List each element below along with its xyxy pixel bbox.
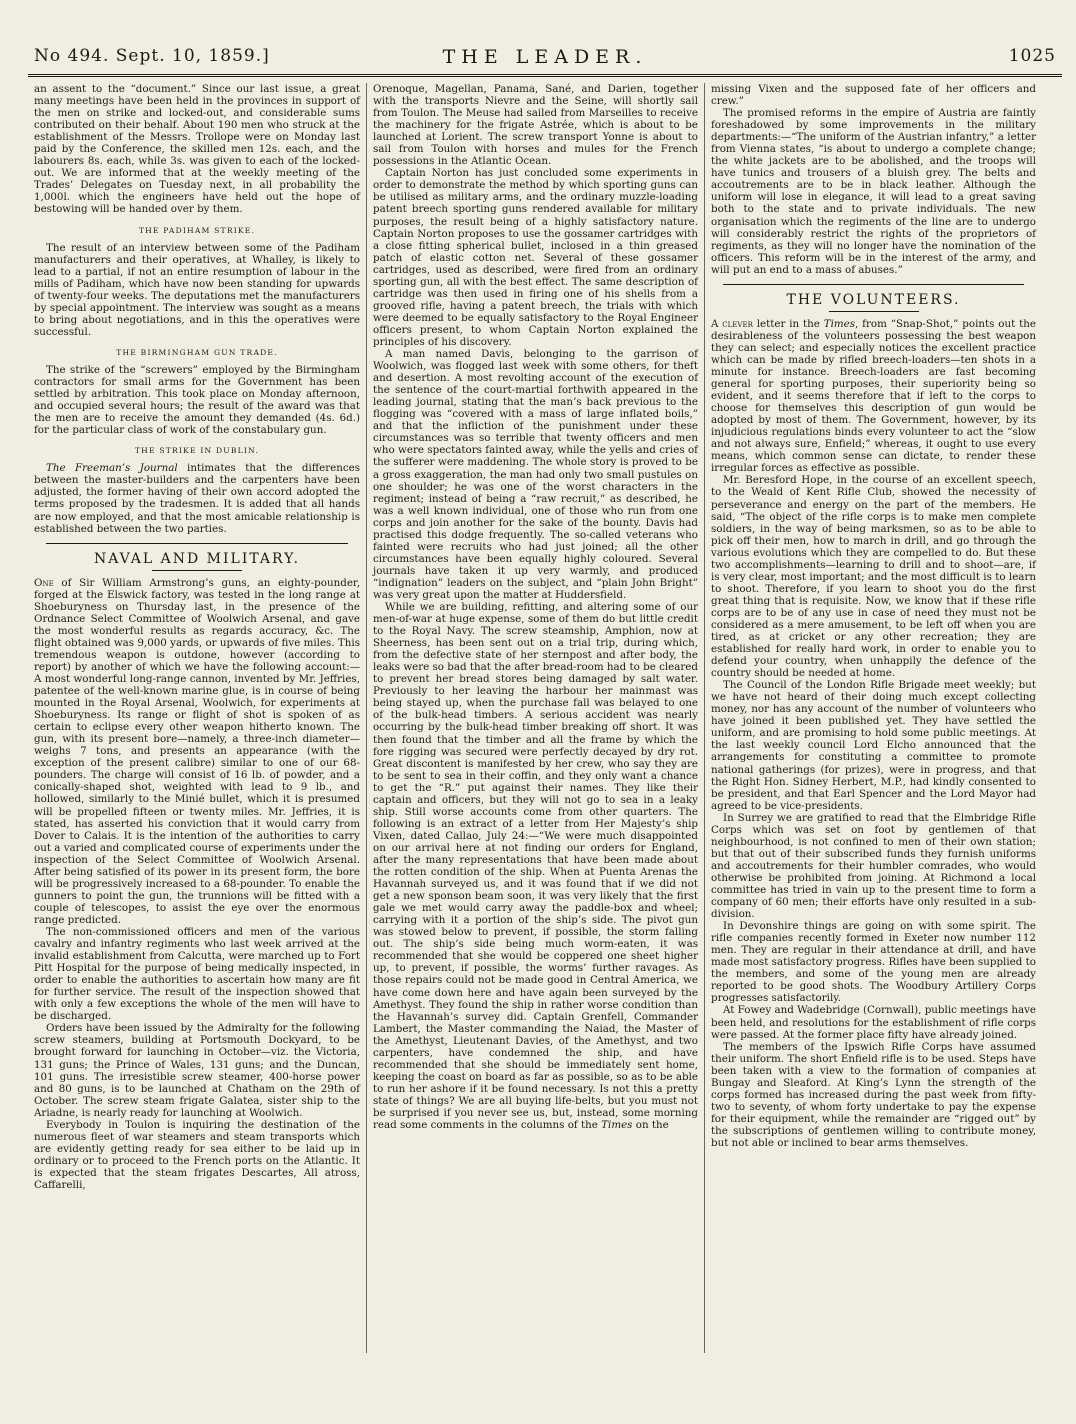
page-number: 1025: [1008, 46, 1056, 66]
paragraph: [711, 318, 1036, 475]
paragraph: The members of the Ipswich Rifle Corps have assumed their uniform. The short Enfield rifle is to be used. Steps have been taken with a view to the formation of companies at Bungay and Sleaford. At King’s Lynn the strength of the corps formed has increased during the past week from fifty-two to seventy, of whom forty undertake to pay the expense for their equipment, while the remainder are “rigged out” by the subscriptions of gentlemen willing to contribute money, but not able or inclined to bear arms themselves.: [711, 1040, 1036, 1149]
section-divider: [46, 543, 348, 544]
paragraph: Captain Norton has just concluded some experiments in order to demonstrate the method by which sporting guns can be utilised as military arms, and the ordinary muzzle-loading patent breech sporting guns rendered available for military purposes, the result being of a highly satisfactory nature. Captain Norton proposes to use the gossamer cartridges with a close fitting spherical bullet, inclosed in a thin greased patch of elastic cotton net. Several of these gossamer cartridges, used as described, were fired from an ordinary sporting gun, all with the best effect. The same description of cartridge was then used in firing one of his shells from a grooved rifle, having a patent breech, the trials with which were deemed to be equally satisfactory to the Royal Engineer officers present, to whom Captain Norton explained the principles of his discovery.: [373, 167, 698, 348]
heading-rule: [152, 570, 242, 571]
paragraph: At Fowey and Wadebridge (Cornwall), public meetings have been held, and resolutions for the establishment of rifle corps were passed. At the former place fifty have already joined.: [711, 1004, 1036, 1041]
lead-word: A clever: [711, 317, 753, 330]
paragraph: The Council of the London Rifle Brigade meet weekly; but we have not heard of their doing much except collecting money, nor has any account of the number of volunteers who have joined it been published yet. They have settled the uniform, and are promising to hold some public meetings. At the last weekly council Lord Elcho announced that the arrangements for constituting a committee to promote national gatherings (for prizes), were in progress, and that the Right Hon. Sidney Herbert, M.P., had kindly consented to be president, and that Earl Spencer and the Lord Mayor had agreed to be vice-presidents.: [711, 679, 1036, 812]
issue-date: No 494. Sept. 10, 1859.]: [34, 46, 270, 66]
paragraph: missing Vixen and the supposed fate of her officers and crew.”: [711, 83, 1036, 108]
subheading-birmingham-gun-trade: THE BIRMINGHAM GUN TRADE.: [116, 347, 278, 357]
paragraph: [34, 462, 360, 534]
column-3: [704, 83, 1042, 1353]
section-heading-naval-military: NAVAL AND MILITARY.: [93, 550, 301, 567]
column-2: [366, 83, 704, 1353]
journal-name: Times: [823, 317, 856, 330]
paragraph-text: , from “Snap-Shot,” points out the desirableness of the volunteers possessing the best weapon they can select; and especially notices the excellent practice which can be made by rifled breech-loaders—ten shots in a minute for instance. Breech-loaders are fast becoming general for sporting purposes, their superiority being so evident, and it seems therefore that if left to the corps to choose for themselves this description of gun would be adopted by most of them. The Government, however, by its injudicious regulations binds every volunteer to act the “slow and not always sure, Enfield;” whereas, it ought to use every means, which common sense can dictate, to render these irregular forces as effective as possible.: [711, 317, 1036, 475]
heading-rule: [829, 311, 919, 312]
paragraph-text: on the: [632, 1119, 669, 1132]
section-heading-volunteers: THE VOLUNTEERS.: [786, 291, 961, 308]
paragraph: The promised reforms in the empire of Austria are faintly foreshadowed by some improvements in the military departments:—“The uniform of the Austrian infantry,” a letter from Vienna states, “is about to undergo a complete change; the white jackets are to be abolished, and the troops will have tunics and trousers of a bluish grey. The belts and accoutrements are to be in black leather. Although the uniform will lose in elegance, it will lead to a great saving both to the state and to private individuals. The new organisation which the regiments of the line are to undergo will considerably restrict the rights of the proprietors of regiments, as they will no longer have the nomination of the officers. This reform will be in the interest of the army, and will put an end to a mass of abuses.”: [711, 107, 1036, 276]
paragraph-text: of Sir William Armstrong’s guns, an eighty-pounder, forged at the Elswick factory, was tested in the long range at Shoeburyness on Thursday last, in the presence of the Ordnance Select Committee of Woolwich Arsenal, and gave the most wonderful results as regards accuracy, &c. The flight obtained was 9,000 yards, or upwards of five miles. This tremendous weapon is outdone, however (according to report) by another of which we have the following account:—A most wonderful long-range cannon, invented by Mr. Jeffries, patentee of the well-known marine glue, is in course of being mounted in the Royal Arsenal, Woolwich, for experiments at Shoeburyness. Its range or flight of shot is spoken of as certain to eclipse every other weapon hitherto known. The gun, with its present bore—namely, a three-inch diameter—weighs 7 tons, and presents an appearance (with the exception of the present calibre) similar to one of our 68-pounders. The charge will consist of 16 lb. of powder, and a conically-shaped shot, weighted with lead to 9 lb., and hollowed, similarly to the Minié bullet, which it is presumed will be propelled fifteen or twenty miles. Mr. Jeffries, it is stated, has asserted his conviction that it would carry from Dover to Calais. It is the intention of the authorities to carry out a varied and complicated course of experiments under the inspection of the Select Committee of Woolwich Arsenal. After being satisfied of its power in its present form, the bore will be progressively increased to a 68-pounder. To enable the gunners to point the gun, the trunnions will be fitted with a couple of telescopes, to assist the eye over the enormous range predicted.: [34, 576, 360, 926]
paragraph: Everybody in Toulon is inquiring the destination of the numerous fleet of war steamers and steam transports which are evidently getting ready for sea either to be laid up in ordinary or to proceed to the French ports on the Atlantic. It is expected that the steam frigates Descartes, All atross, Caffarelli,: [34, 1118, 360, 1191]
paragraph-text: intimates that the differences between the master-builders and the carpenters have been adjusted, the former having of their own accord adopted the terms proposed by the tradesmen. It is added that all hands are now employed, and that the most amicable relationship is established between the two parties.: [34, 462, 360, 535]
paragraph: Orders have been issued by the Admiralty for the following screw steamers, building at Portsmouth Dockyard, to be brought forward for launching in October—viz. the Victoria, 131 guns; the Prince of Wales, 131 guns; and the Duncan, 101 guns. The irresistible screw steamer, 400-horse power and 80 guns, is to be launched at Chatham on the 29th of October. The screw steam frigate Galatea, sister ship to the Ariadne, is nearly ready for launching at Woolwich.: [34, 1022, 360, 1119]
paragraph: The strike of the “screwers” employed by the Birmingham contractors for small arms for the Government has been settled by arbitration. This took place on Monday afternoon, and occupied several hours; the result of the award was that the men are to receive the amount they demanded (4s. 6d.) for the particular class of work of the constabulary gun.: [34, 363, 360, 437]
paragraph: A man named Davis, belonging to the garrison of Woolwich, was flogged last week with some others, for theft and desertion. A most revolting account of the execution of the sentence of the court-martial forthwith appeared in the leading journal, stating that the man’s back previous to the flogging was “covered with a mass of large inflated boils,” and that the infliction of the punishment under these circumstances was so terrible that twenty officers and men who were spectators fainted away, while the yells and cries of the sufferer were maddening. The whole story is proved to be a gross exaggeration, the man had only two small pustules on one shoulder; he was one of the worst characters in the regiment; instead of being a “raw recruit,” as described, he was a well known individual, one of those who run from one corps and join another for the sake of the bounty. Davis had practised this dodge frequently. The so-called veterans who fainted were recruits who had just joined; all the other circumstances have been equally highly coloured. Several journals have taken it up very warmly, and produced “indignation” leaders on the subject, and “plain John Bright” was very great upon the matter at Huddersfield.: [373, 348, 698, 601]
paragraph: The non-commissioned officers and men of the various cavalry and infantry regiments who last week arrived at the invalid establishment from Calcutta, were marched up to Fort Pitt Hospital for the purpose of being medically inspected, in order to enable the authorities to ascertain how many are fit for further service. The result of the inspection showed that with only a few exceptions the whole of the men will have to be discharged.: [34, 926, 360, 1023]
newspaper-page: [0, 40, 1076, 1424]
paragraph-text: letter in the: [752, 317, 824, 330]
page-header: [28, 40, 1062, 77]
text-columns: [28, 83, 1062, 1353]
paragraph: an assent to the “document.” Since our last issue, a great many meetings have been held in the provinces in support of the men on strike and locked-out, and considerable sums contributed on their behalf. About 190 men who struck at the establishment of the Messrs. Trollope were on Monday last paid by the Conference, the skilled men 12s. each, and the labourers 8s. each, while 3s. was given to each of the locked-out. We are informed that at the weekly meeting of the Trades’ Delegates on Tuesday next, in all probability the 1,000l. which the engineers have held out the hope of bestowing will be handed over by them.: [34, 83, 360, 216]
paragraph: The result of an interview between some of the Padiham manufacturers and their operatives, at Whalley, is likely to lead to a partial, if not an entire resumption of labour in the mills of Padiham, which have now been standing for upwards of twenty-four weeks. The deputations met the manufacturers by special appointment. The interview was sought as a means to bring about negotiations, and in this the operatives were successful.: [34, 241, 360, 338]
journal-name: The Freeman’s Journal: [46, 462, 178, 475]
lead-word: One: [34, 576, 54, 589]
paragraph: Mr. Beresford Hope, in the course of an excellent speech, to the Weald of Kent Rifle Club, showed the necessity of perseverance and energy on the part of the members. He said, “The object of the rifle corps is to make men complete soldiers, in the way of being marksmen, so as to be able to pick off their men, how to march in drill, and go through the various evolutions which they are compelled to do. But these two accomplishments—learning to drill and to shoot—are, if is very clear, most important; and the most difficult is to learn to shoot. Therefore, if you learn to shoot you do the first great thing that is requisite. Now, we know that if these rifle corps are to be of any use in case of need they must not be considered as a mere amusement, to be left off when you are tired, as at cricket or any other recreation; they are established for really hard work, in order to enable you to defend your country, when unhappily the defence of the country should be needed at home.: [711, 474, 1036, 680]
journal-name: Times: [601, 1119, 633, 1132]
paragraph-text: While we are building, refitting, and altering some of our men-of-war at huge expense, some of them do but little credit to the Royal Navy. The screw steamship, Amphion, now at Sheerness, has been sent out on a trial trip, during which, from the defective state of her sternpost and after body, the leaks were so bad that the after bread-room had to be cleared to prevent her bread stores being damaged by salt water. Previously to her leaving the harbour her mainmast was being stayed up, when the purchase fall was belayed to one of the bulk-head timbers. A serious accident was nearly occurring by the bulk-head timber breaking off short. It was then found that the timber and all the frame by which the fore rigging was secured were perfectly decayed by dry rot. Great discontent is manifested by her crew, who say they are to be sent to sea in their coffin, and they only want a chance to get the “R.” put against their names. They like their captain and officers, but they will not go to sea in a leaky ship. Still worse accounts come from other quarters. The following is an extract of a letter from Her Majesty’s ship Vixen, dated Callao, July 24:—“We were much disappointed on our arrival here at not finding our orders for England, after the many representations that have been made about the rotten condition of the ship. When at Puenta Arenas the Havannah surveyed us, and it was found that if we did not get a new sponson beam soon, it was very likely that the first gale we met would carry away the paddle-box and wheel; carrying with it a portion of the ship’s side. The pivot gun was stowed below to prevent, if possible, the storm falling out. The ship’s side being much worm-eaten, it was recommended that she would be coppered one sheet higher up, to prevent, if possible, the worms’ further ravages. As those repairs could not be made good in Central America, we have come down here and have again been surveyed by the Amethyst. They found the ship in rather worse condition than the Havannah’s survey did. Captain Grenfell, Commander Lambert, the Master commanding the Naiad, the Master of the Amethyst, Lieutenant Davies, of the Amethyst, and two carpenters, have condemned the ship, and have recommended that she should be immediately sent home, keeping the coast on board as far as possible, so as to be able to run her ashore if it be found necessary. Is not this a pretty state of things? We are all buying life-belts, but you must not be surprised if you never see us, but, instead, some morning read some comments in the columns of the: [373, 601, 698, 1132]
subheading-padiham-strike: THE PADIHAM STRIKE.: [138, 225, 256, 235]
subheading-strike-in-dublin: THE STRIKE IN DUBLIN.: [134, 446, 260, 456]
paragraph: In Surrey we are gratified to read that the Elmbridge Rifle Corps which was set on foot by gentlemen of that neighbourhood, is not confined to men of their own station; but that out of their subscribed funds they furnish uniforms and accoutrements for their humbler comrades, who would otherwise be prohibited from joining. At Richmond a local committee has tried in vain up to the present time to form a company of 60 men; their efforts have only resulted in a sub-division.: [711, 811, 1036, 921]
section-divider: [723, 284, 1024, 285]
masthead-title: THE LEADER.: [442, 46, 648, 68]
paragraph: In Devonshire things are going on with some spirit. The rifle companies recently formed in Exeter now number 112 men. They are regular in their attendance at drill, and have made most satisfactory progress. Rifles have been supplied to the members, and some of the young men are already reported to be good shots. The Woodbury Artillery Corps progresses satisfactorily.: [711, 920, 1036, 1005]
paragraph: Orenoque, Magellan, Panama, Sané, and Darien, together with the transports Nievre and the Seine, will shortly sail from Toulon. The Meuse had sailed from Marseilles to receive the machinery for the frigate Astrée, which is about to be launched at Lorient. The screw transport Yonne is about to sail from Toulon with horses and mules for the French possessions in the Atlantic Ocean.: [373, 83, 698, 168]
column-1: [28, 83, 366, 1353]
paragraph: [34, 577, 360, 926]
paragraph: [373, 601, 698, 1131]
